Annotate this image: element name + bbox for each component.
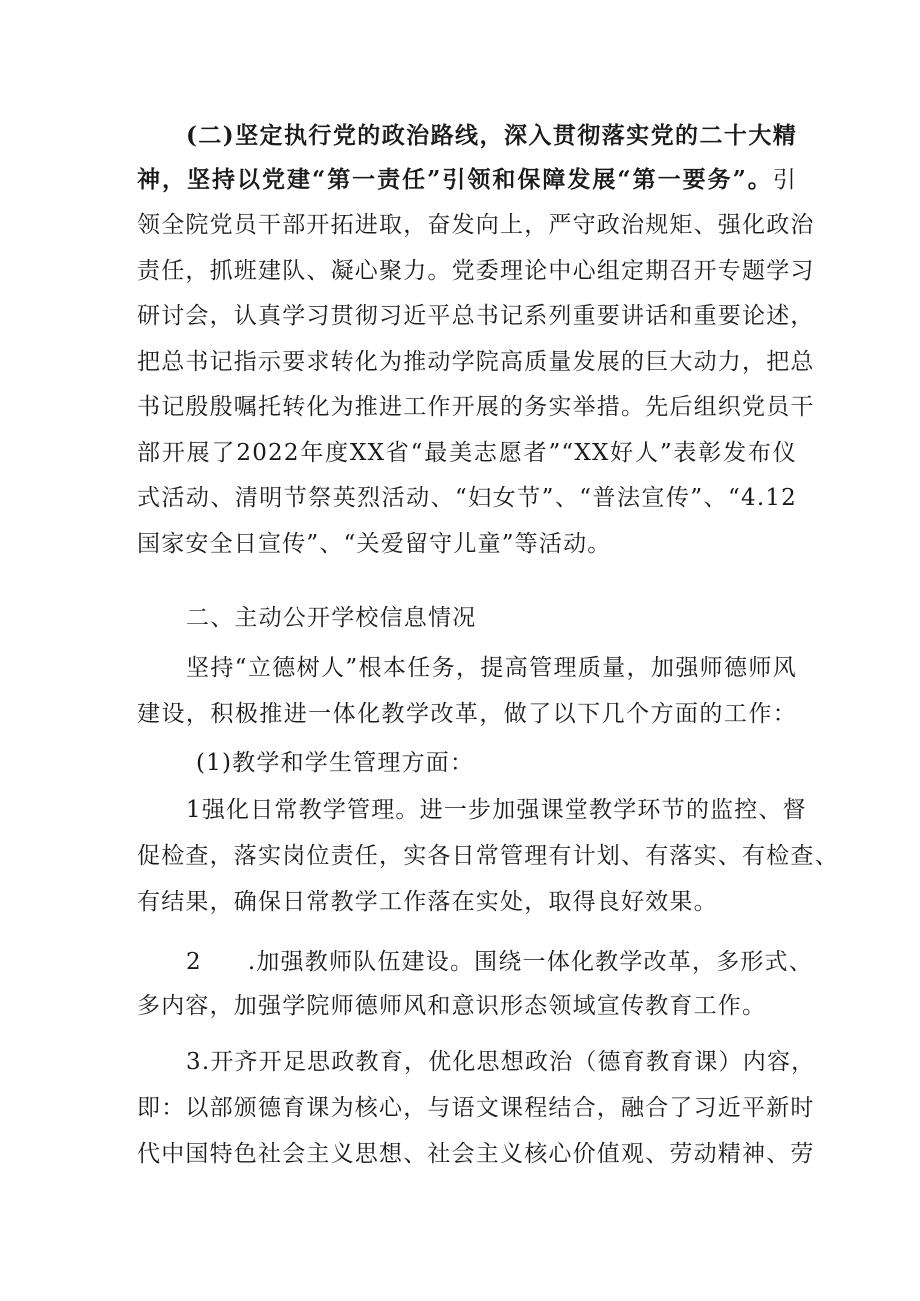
list-item-number: 2: [186, 949, 202, 975]
list-item-line: 促检查，落实岗位责任，实各日常管理有计划、有落实、有检查、: [137, 843, 839, 869]
list-item-line: 有结果，确保日常教学工作落在实处，取得良好效果。: [137, 889, 718, 915]
paragraph-line: 责任，抓班建队、凝心聚力。党委理论中心组定期召开专题学习: [137, 258, 815, 284]
list-item-text: .加强教师队伍建设。围绕一体化教学改革，多形式、: [247, 949, 813, 975]
section-heading-line-2: 神，坚持以党建“第一责任”引领和保障发展“第一要务”。: [137, 166, 773, 193]
paragraph-line: 式活动、清明节祭英烈活动、“妇女节”、“普法宣传”、“4.12: [137, 485, 797, 511]
paragraph-line: 部开展了2022年度XX省“最美志愿者”“XX好人”表彰发布仪: [137, 440, 797, 466]
paragraph-line: 国家安全日宣传”、“关爱留守儿童”等活动。: [137, 531, 612, 557]
paragraph-line: 领全院党员干部开拓进取，奋发向上，严守政治规矩、强化政治: [137, 212, 815, 238]
paragraph-line: 研讨会，认真学习贯彻习近平总书记系列重要讲话和重要论述，: [137, 303, 815, 329]
section-heading-line-1: (二)坚定执行党的政治路线，深入贯彻落实党的二十大精: [186, 122, 797, 149]
paragraph-line: 书记殷殷嘱托转化为推进工作开展的务实举措。先后组织党员干: [137, 394, 815, 420]
paragraph-line: 建设，积极推进一体化教学改革，做了以下几个方面的工作：: [137, 701, 797, 727]
list-item-line: 代中国特色社会主义思想、社会主义核心价值观、劳动精神、劳: [137, 1141, 815, 1167]
section-heading-2: 二、主动公开学校信息情况: [186, 605, 477, 631]
paragraph-text: 引: [772, 167, 797, 193]
subsection-heading: (1)教学和学生管理方面：: [196, 750, 475, 776]
list-item-line: [186, 940, 813, 984]
paragraph-line: [137, 158, 797, 202]
list-item-line: 多内容，加强学院师德师风和意识形态领域宣传教育工作。: [137, 993, 767, 1019]
list-item-line: 3.开齐开足思政教育，优化思想政治（德育教育课）内容，: [186, 1049, 816, 1075]
list-item-line: 1强化日常教学管理。进一步加强课堂教学环节的监控、督: [186, 797, 807, 823]
paragraph-line: 坚持“立德树人”根本任务，提高管理质量，加强师德师风: [186, 655, 797, 681]
list-item-line: 即：以部颁德育课为核心，与语文课程结合，融合了习近平新时: [137, 1095, 815, 1121]
paragraph-line: 把总书记指示要求转化为推动学院高质量发展的巨大动力，把总: [137, 349, 815, 375]
